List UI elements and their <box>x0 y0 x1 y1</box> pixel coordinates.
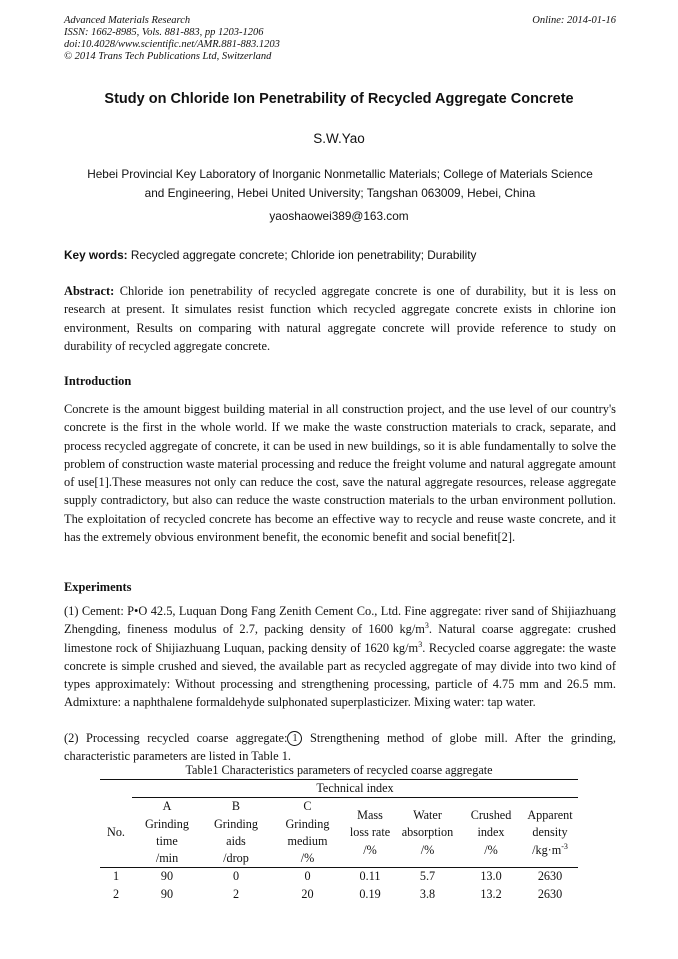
table-header-b: B Grinding aids /drop <box>202 798 270 868</box>
affiliation-line-1: Hebei Provincial Key Laboratory of Inorganic Nonmetallic Materials; College of Materials Science <box>87 167 593 181</box>
table-header-water-absorption: Water absorption /% <box>395 798 460 868</box>
abstract-label: Abstract: <box>64 284 115 298</box>
copyright: © 2014 Trans Tech Publications Ltd, Switzerland <box>64 51 272 62</box>
table-header-a: A Grinding time /min <box>132 798 202 868</box>
exp-text-2b: Strengthening method of globe mill. After the grinding, characteristic parameters are listed in Table 1. <box>64 731 616 764</box>
online-date: Online: 2014-01-16 <box>532 15 616 26</box>
keywords-label: Key words: <box>64 248 128 262</box>
table-caption: Table1 Characteristics parameters of recycled coarse aggregate <box>185 763 493 777</box>
introduction-text: Concrete is the amount biggest building material in all construction project, and the use level of our country's concrete is the first in the whole world. If we make the waste construction materials to crack, separate, and process recycled aggregate of concrete, it can be used in new buildings, so it is able fundamentally to solve the problem of construction waste material processing and reduce the freight volume and natural aggregate amount of use[1].These measures not only can reduce the cost, save the natural aggregate resources, release aggregate supply contradictory, but also can reduce the waste construction materials to the urban environment pollution. The exploitation of recycled concrete has become an effective way to recycle and reuse waste concrete, and it has the extremely obvious environment benefit, the economic benefit and social benefit[2]. <box>64 402 616 545</box>
journal-header <box>64 15 616 63</box>
abstract <box>64 282 616 355</box>
table-header-no: No. <box>100 798 132 868</box>
experiments-paragraph-1 <box>64 602 616 712</box>
issn: ISSN: 1662-8985, Vols. 881-883, pp 1203-1206 <box>64 27 264 38</box>
abstract-text: Chloride ion penetrability of recycled aggregate concrete is one of durability, but it is less on research at present. It simulates resist function which recycled aggregate concrete exists in chlorine ion environment, Results on comparing with natural aggregate concrete will provide reference to study on durability of recycled aggregate concrete. <box>64 284 616 353</box>
table-row: 1 90 0 0 0.11 5.7 13.0 2630 <box>112 869 563 884</box>
author-email: yaoshaowei389@163.com <box>269 209 409 223</box>
table-row: 2 90 2 20 0.19 3.8 13.2 2630 <box>112 886 563 901</box>
keywords <box>64 248 616 262</box>
experiments-heading: Experiments <box>64 580 132 594</box>
doi: doi:10.4028/www.scientific.net/AMR.881-883.1203 <box>64 39 280 50</box>
paper-title: Study on Chloride Ion Penetrability of Recycled Aggregate Concrete <box>104 91 574 107</box>
affiliation <box>64 165 616 203</box>
exp-text-1c: . Recycled coarse aggregate: the waste concrete is simple crushed and sieved, the available part as recycled aggregate of may divide into two kind of types approximately: Without processing and strengthening processing, particle of 4.75 mm and 26.5 mm. Admixture: a naphthalene formaldehyde sulphonated superplasticizer. Mixing water: tap water. <box>64 640 616 710</box>
experiments-paragraph-2 <box>64 729 616 766</box>
table-header-apparent-density: Apparent density $/kg\cdot m^{-3}$ <box>522 798 578 868</box>
table-header-mass-loss: Mass loss rate /% <box>345 798 395 868</box>
exp-text-2a: (2) Processing recycled coarse aggregate: <box>64 731 288 745</box>
table-header-c: C Grinding medium /% <box>270 798 345 868</box>
circled-number: 1 <box>287 731 302 746</box>
journal-name: Advanced Materials Research <box>64 15 191 26</box>
exp-text-1a: (1) Cement: P•O 42.5, Luquan Dong Fang Zenith Cement Co., Ltd. Fine aggregate: river sand of Shijiazhuang Zhengding, fineness modulus of 2.7, packing density of 1600 kg/m <box>64 604 616 637</box>
table-1 <box>100 779 578 903</box>
introduction-heading: Introduction <box>64 374 132 388</box>
affiliation-line-2: and Engineering, Hebei United University; Tangshan 063009, Hebei, China <box>144 186 536 200</box>
table-group-header: Technical index <box>132 780 578 798</box>
superscript: 3 <box>418 639 423 649</box>
keywords-text: Recycled aggregate concrete; Chloride ion penetrability; Durability <box>130 248 477 262</box>
exp-text-1b: . Natural coarse aggregate: crushed limestone rock of Shijiazhuang Luquan, packing density of 1620 kg/m <box>64 622 616 655</box>
table-header-crushed-index: Crushed index /% <box>460 798 522 868</box>
author: S.W.Yao <box>313 131 365 146</box>
superscript: 3 <box>424 621 429 631</box>
